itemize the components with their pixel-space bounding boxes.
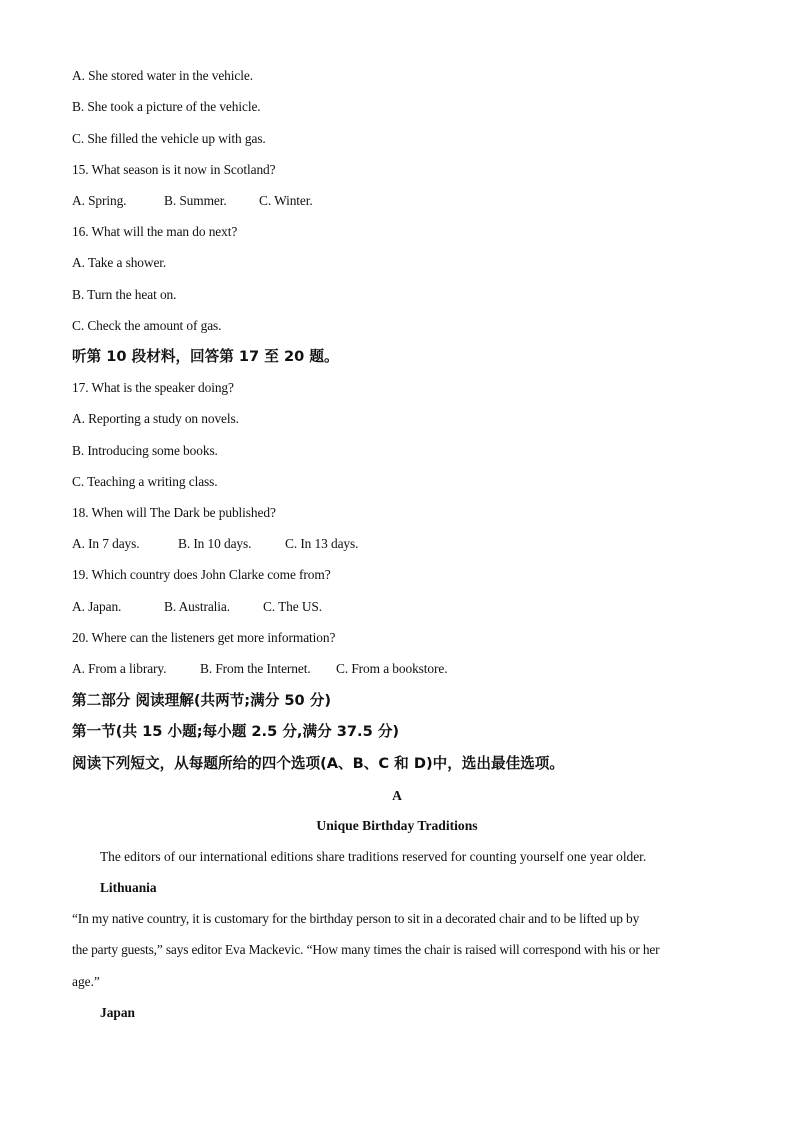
- japan-heading: Japan: [100, 1005, 135, 1020]
- question-20: 20. Where can the listeners get more information?: [72, 630, 336, 645]
- q15-option-b: B. Summer.: [164, 193, 227, 208]
- question-15: 15. What season is it now in Scotland?: [72, 162, 276, 177]
- section-10-heading: 听第 10 段材料，回答第 17 至 20 题。: [72, 348, 339, 365]
- lithuania-heading: Lithuania: [100, 880, 157, 895]
- q18-option-b: B. In 10 days.: [178, 536, 252, 551]
- lithuania-paragraph-line-1: “In my native country, it is customary for the birthday person to sit in a decorated chair and to be lifted up by: [72, 911, 640, 926]
- q16-option-a: A. Take a shower.: [72, 255, 167, 270]
- q15-option-a: A. Spring.: [72, 193, 127, 208]
- question-16: 16. What will the man do next?: [72, 224, 238, 239]
- q16-option-b: B. Turn the heat on.: [72, 287, 177, 302]
- q20-option-b: B. From the Internet.: [200, 661, 311, 676]
- q19-options: [72, 599, 322, 615]
- q20-option-a: A. From a library.: [72, 661, 167, 676]
- q14-option-b: B. She took a picture of the vehicle.: [72, 99, 261, 114]
- q20-option-c: C. From a bookstore.: [336, 661, 448, 676]
- section-1-heading: 第一节(共 15 小题;每小题 2.5 分,满分 37.5 分): [72, 723, 400, 740]
- q17-option-b: B. Introducing some books.: [72, 443, 218, 458]
- q15-options: [72, 193, 313, 209]
- lithuania-paragraph-line-2: the party guests,” says editor Eva Mackevic. “How many times the chair is raised will correspond with his or her: [72, 942, 660, 957]
- question-18: 18. When will The Dark be published?: [72, 505, 276, 520]
- q18-options: [72, 536, 358, 552]
- part-2-heading: 第二部分 阅读理解(共两节;满分 50 分): [72, 692, 332, 709]
- q18-option-a: A. In 7 days.: [72, 536, 140, 551]
- passage-letter: A: [392, 788, 402, 803]
- q19-option-c: C. The US.: [263, 599, 323, 614]
- passage-title: Unique Birthday Traditions: [316, 818, 478, 833]
- passage-intro: The editors of our international editions share traditions reserved for counting yourself one year older.: [100, 849, 647, 864]
- q18-option-c: C. In 13 days.: [285, 536, 359, 551]
- q19-option-a: A. Japan.: [72, 599, 122, 614]
- lithuania-paragraph-line-3: age.”: [72, 974, 100, 989]
- q17-option-c: C. Teaching a writing class.: [72, 474, 218, 489]
- q19-option-b: B. Australia.: [164, 599, 231, 614]
- q16-option-c: C. Check the amount of gas.: [72, 318, 222, 333]
- q14-option-a: A. She stored water in the vehicle.: [72, 68, 253, 83]
- q17-option-a: A. Reporting a study on novels.: [72, 411, 239, 426]
- q14-option-c: C. She filled the vehicle up with gas.: [72, 131, 266, 146]
- question-19: 19. Which country does John Clarke come from?: [72, 567, 331, 582]
- q15-option-c: C. Winter.: [259, 193, 313, 208]
- question-17: 17. What is the speaker doing?: [72, 380, 234, 395]
- reading-instruction: 阅读下列短文，从每题所给的四个选项(A、B、C 和 D)中，选出最佳选项。: [72, 755, 564, 772]
- q20-options: [72, 661, 447, 677]
